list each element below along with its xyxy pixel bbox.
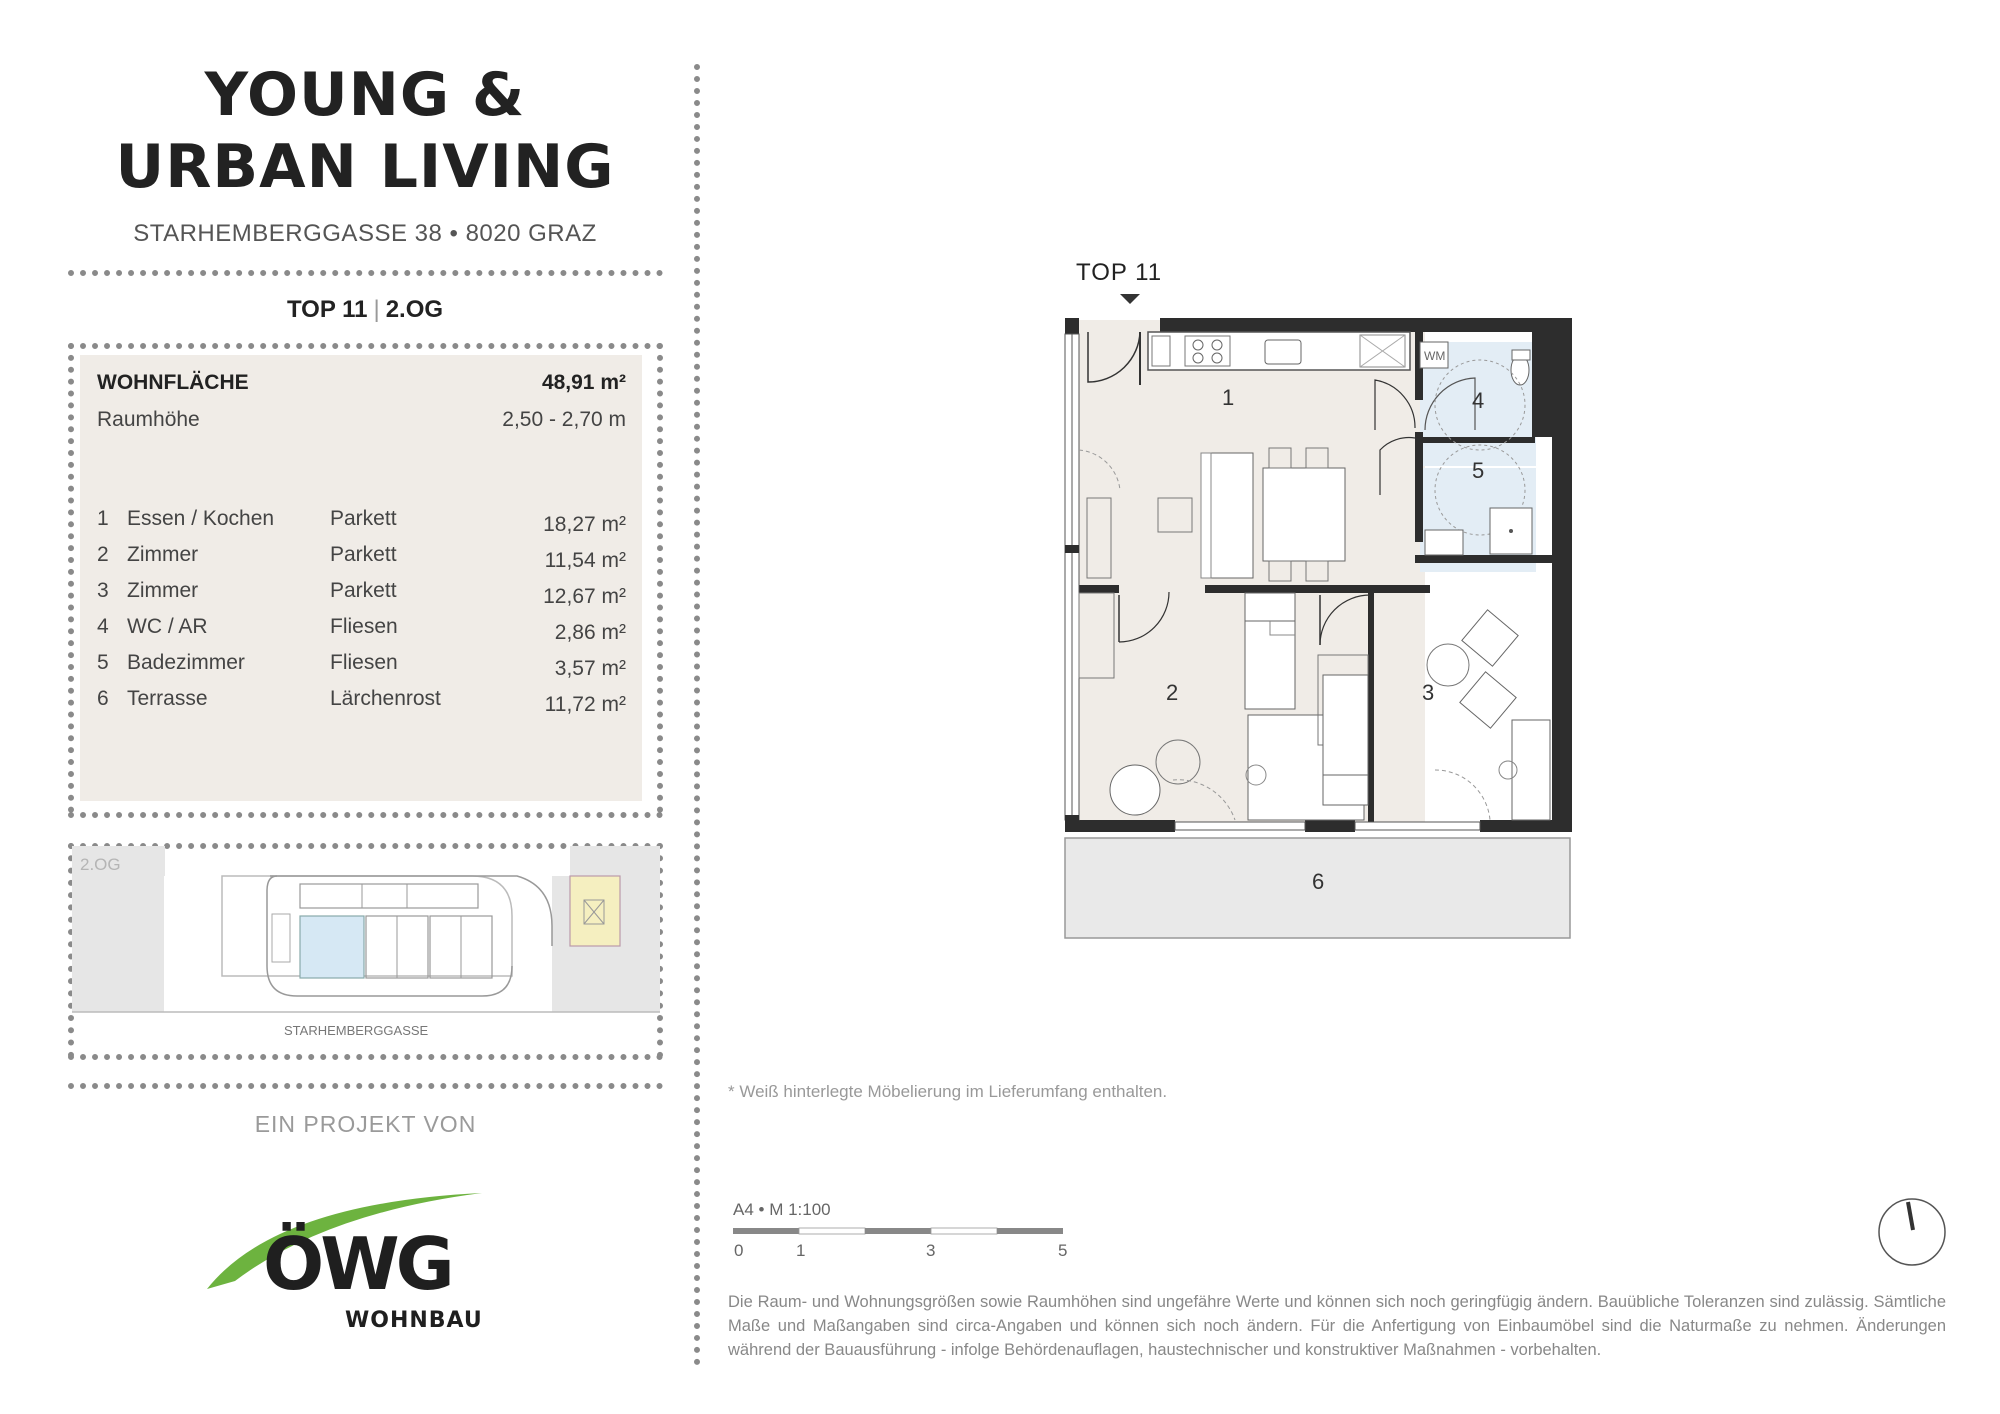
scale-tick-0: 0 [734,1241,744,1260]
disclaimer: Die Raum- und Wohnungsgrößen sowie Raumhöhen sind ungefähre Werte und können sich noch geringfügig ändern. Bauübliche Toleranzen sind zulässig. Sämtliche Maße und Maßangaben sind circa-Angaben und können sich noch ändern. Für die Anfertigung von Einbaumöbel sind die Naturmaße zu nehmen. Änderungen während der Bauausführung - infolge Behördenauflagen, haustechnischer und konstruktiver Maßnahmen - vorbehalten. [728,1293,1946,1359]
scale-tick-1: 1 [796,1241,806,1260]
room-name: WC / AR [127,615,208,638]
sofa [1201,453,1253,578]
project-title-line1: YOUNG & [204,60,526,130]
room-area: 11,54 m² [544,549,626,572]
room-floor: Parkett [330,543,397,566]
infobox-border-top [68,343,663,349]
room-num: 3 [97,579,109,602]
room-label-6: 6 [1312,869,1325,894]
room-num: 6 [97,687,109,710]
room-label-1: 1 [1222,385,1235,410]
washbasin-icon [1425,530,1463,555]
entry-arrow-icon [1120,294,1140,304]
project-by-label: EIN PROJEKT VON [254,1111,477,1137]
room-name: Badezimmer [127,651,245,674]
room-floor: Fliesen [330,615,398,638]
floor-plan [1060,250,1600,950]
room-num: 5 [97,651,109,674]
unit-separator: | [373,296,380,323]
siteplan-border-bottom [68,1054,663,1060]
room-name: Zimmer [127,579,199,602]
infobox-border-bottom [68,812,663,818]
site-floor-label: 2.OG [80,855,121,874]
room-area: 3,57 m² [554,657,626,680]
room-area: 12,67 m² [543,585,626,608]
room-label-3: 3 [1422,680,1435,705]
scale-tick-3: 3 [926,1241,936,1260]
room-num: 2 [97,543,109,566]
room-label-2: 2 [1166,680,1179,705]
room-num: 1 [97,507,109,530]
dining-table [1263,468,1345,561]
room-area: 11,72 m² [544,693,626,716]
room-name: Essen / Kochen [127,507,275,530]
unit-heading [70,296,660,324]
highlight-unit [300,916,364,978]
room-area: 2,86 m² [554,621,626,644]
site-building-outline [222,876,512,976]
infobox-border-right [657,343,663,813]
divider-top [68,270,663,276]
divider-bottom [68,1083,663,1089]
room-num: 4 [97,615,109,638]
room-label-4: 4 [1472,388,1485,413]
scale-tick-5: 5 [1058,1241,1068,1260]
furniture-note: * Weiß hinterlegte Möbelierung im Lieferumfang enthalten. [728,1082,1168,1101]
wm-label: WM [1424,349,1446,363]
height-label: Raumhöhe [97,408,200,431]
project-title-line2: URBAN LIVING [115,132,615,202]
room-name: Zimmer [127,543,199,566]
column-divider [694,64,700,1366]
logo-sub: WOHNBAU [345,1308,483,1333]
owg-logo [205,1185,495,1335]
room-floor: Fliesen [330,651,398,674]
room-floor: Parkett [330,579,397,602]
logo-brand: ÖWG [263,1222,451,1306]
room-label-5: 5 [1472,458,1485,483]
area-value: 48,91 m² [541,371,626,394]
room-floor: Parkett [330,507,397,530]
infobox-border-left [68,343,74,813]
entry-label: TOP 11 [1076,259,1163,286]
scale-label: A4 • M 1:100 [733,1200,831,1219]
site-street-label: STARHEMBERGGASSE [284,1023,429,1038]
unit-floor: 2.OG [385,296,444,323]
height-value: 2,50 - 2,70 m [502,408,626,431]
project-address: STARHEMBERGGASSE 38 • 8020 GRAZ [133,220,597,247]
area-label: WOHNFLÄCHE [97,371,249,394]
north-arrow-icon [1876,1196,1948,1268]
room-area: 18,27 m² [543,513,626,536]
unit-top: TOP 11 [286,296,368,323]
room-floor: Lärchenrost [330,687,441,710]
scale-bar [733,1226,1078,1262]
room-name: Terrasse [127,687,208,710]
site-plan [72,846,660,1052]
